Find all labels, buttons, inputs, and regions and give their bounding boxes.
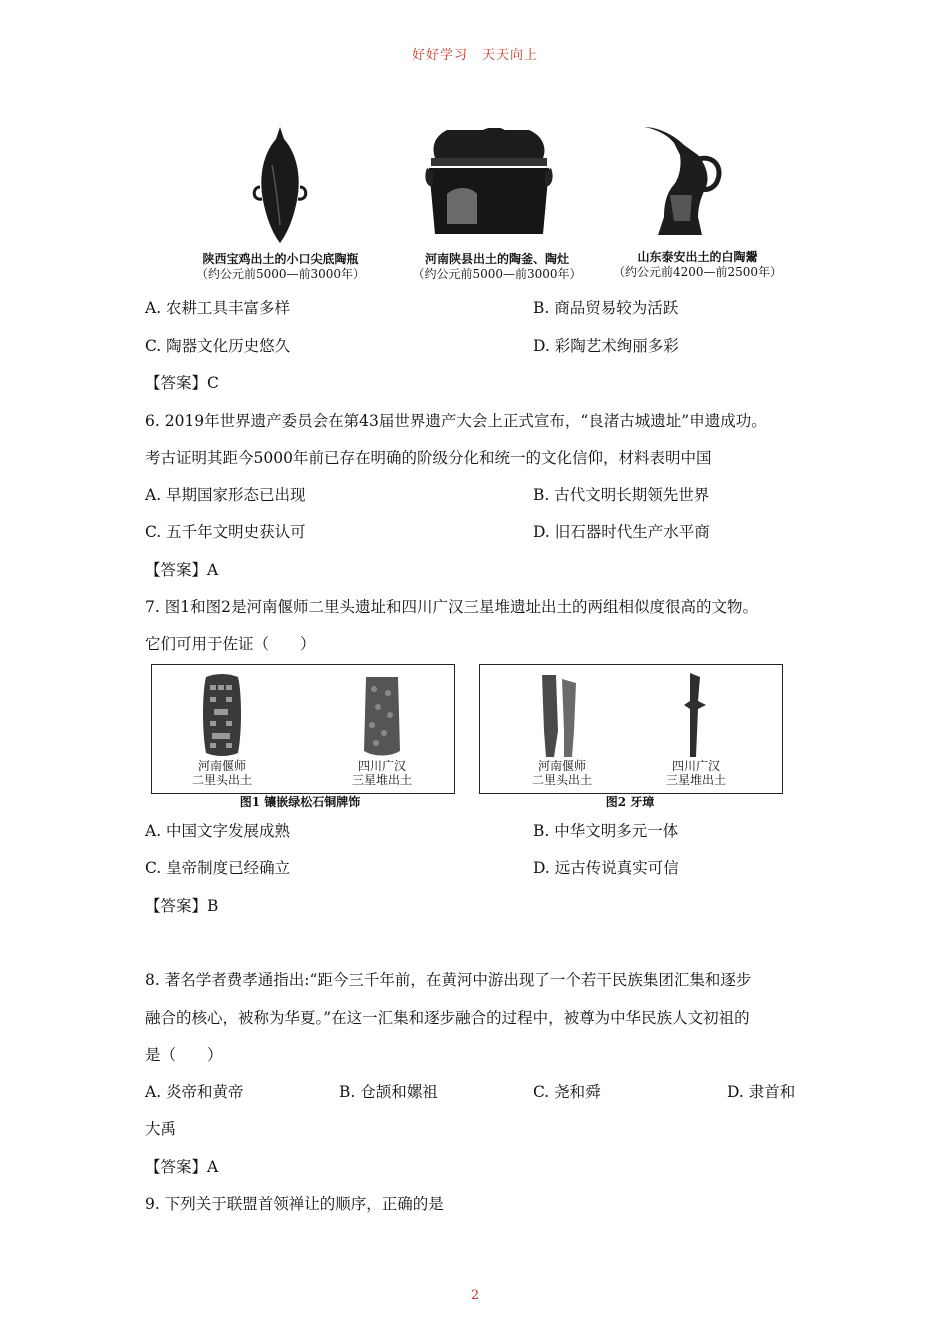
q8-option-d-wrap: 大禹: [145, 1120, 177, 1138]
figure-1-caption: 图1 镶嵌绿松石铜牌饰: [239, 795, 361, 809]
q6-option-d: D. 旧石器时代生产水平商: [533, 523, 710, 541]
fig2-right-label-2: 三星堆出土: [665, 773, 726, 787]
fig2-left-label-1: 河南偃师: [537, 759, 586, 773]
pottery-caption-1: 陕西宝鸡出土的小口尖底陶瓶: [202, 252, 359, 266]
bronze-plaque-sanxingdui-icon: [360, 673, 404, 757]
pottery-cauldron-stove-icon: [425, 128, 555, 238]
q6-option-a: A. 早期国家形态已出现: [145, 486, 306, 504]
q5-answer: 【答案】C: [145, 374, 219, 392]
q6-option-c: C. 五千年文明史获认可: [145, 523, 306, 541]
pottery-date-2: （约公元前5000—前3000年）: [412, 267, 582, 281]
figure-1-box: [151, 664, 455, 794]
white-pottery-gui-icon: [640, 125, 735, 237]
figure-2-caption: 图2 牙璋: [605, 795, 655, 809]
q7-option-a: A. 中国文字发展成熟: [145, 822, 291, 840]
q9-stem-line-1: 9. 下列关于联盟首领禅让的顺序，正确的是: [145, 1195, 444, 1213]
q5-option-d: D. 彩陶艺术绚丽多彩: [533, 337, 679, 355]
pottery-date-3: （约公元前4200—前2500年）: [612, 265, 783, 279]
fig2-right-label-1: 四川广汉: [671, 759, 720, 773]
fig1-right-label-2: 三星堆出土: [351, 773, 412, 787]
bronze-plaque-erlitou-icon: [198, 673, 246, 757]
page-header: 好好学习 天天向上: [411, 48, 538, 63]
q8-stem-line-2: 融合的核心，被称为华夏。”在这一汇集和逐步融合的过程中，被尊为中华民族人文初祖的: [145, 1009, 750, 1027]
q5-option-b: B. 商品贸易较为活跃: [533, 299, 679, 317]
pottery-caption-2: 河南陕县出土的陶釜、陶灶: [424, 252, 569, 266]
pottery-date-1: （约公元前5000—前3000年）: [195, 267, 366, 281]
q8-stem-line-1: 8. 著名学者费孝通指出:“距今三千年前，在黄河中游出现了一个若干民族集团汇集和逐步: [145, 971, 752, 989]
q6-option-b: B. 古代文明长期领先世界: [533, 486, 710, 504]
q8-option-c: C. 尧和舜: [533, 1083, 601, 1101]
q8-option-a: A. 炎帝和黄帝: [145, 1083, 244, 1101]
q7-option-c: C. 皇帝制度已经确立: [145, 859, 291, 877]
q7-answer: 【答案】B: [145, 897, 219, 915]
q6-stem-line-2: 考古证明其距今5000年前已存在明确的阶级分化和统一的文化信仰，材料表明中国: [145, 449, 712, 467]
q7-option-d: D. 远古传说真实可信: [533, 859, 679, 877]
pottery-caption-3: 山东泰安出土的白陶鬶: [637, 250, 758, 264]
q5-option-c: C. 陶器文化历史悠久: [145, 337, 291, 355]
page-number: 2: [470, 1288, 480, 1303]
fig2-left-label-2: 二里头出土: [531, 773, 592, 787]
q8-answer: 【答案】A: [145, 1158, 219, 1176]
q6-stem-line-1: 6. 2019年世界遗产委员会在第43届世界遗产大会上正式宣布，“良渚古城遗址”申遗成功。: [145, 412, 767, 430]
yazhang-erlitou-icon: [538, 671, 584, 757]
q8-stem-line-3: 是（ ）: [145, 1046, 223, 1064]
q7-option-b: B. 中华文明多元一体: [533, 822, 679, 840]
q8-option-b: B. 仓颉和嫘祖: [339, 1083, 438, 1101]
q7-stem-line-2: 它们可用于佐证（ ）: [145, 635, 316, 653]
fig1-left-label-2: 二里头出土: [191, 773, 252, 787]
figure-2-box: [479, 664, 783, 794]
fig1-right-label-1: 四川广汉: [357, 759, 406, 773]
q5-option-a: A. 农耕工具丰富多样: [145, 299, 291, 317]
yazhang-sanxingdui-icon: [680, 671, 710, 757]
pointed-bottom-bottle-icon: [250, 125, 310, 245]
q7-stem-line-1: 7. 图1和图2是河南偃师二里头遗址和四川广汉三星堆遗址出土的两组相似度很高的文物。: [145, 598, 758, 616]
q6-answer: 【答案】A: [145, 561, 219, 579]
q8-option-d: D. 隶首和: [727, 1083, 796, 1101]
fig1-left-label-1: 河南偃师: [197, 759, 246, 773]
